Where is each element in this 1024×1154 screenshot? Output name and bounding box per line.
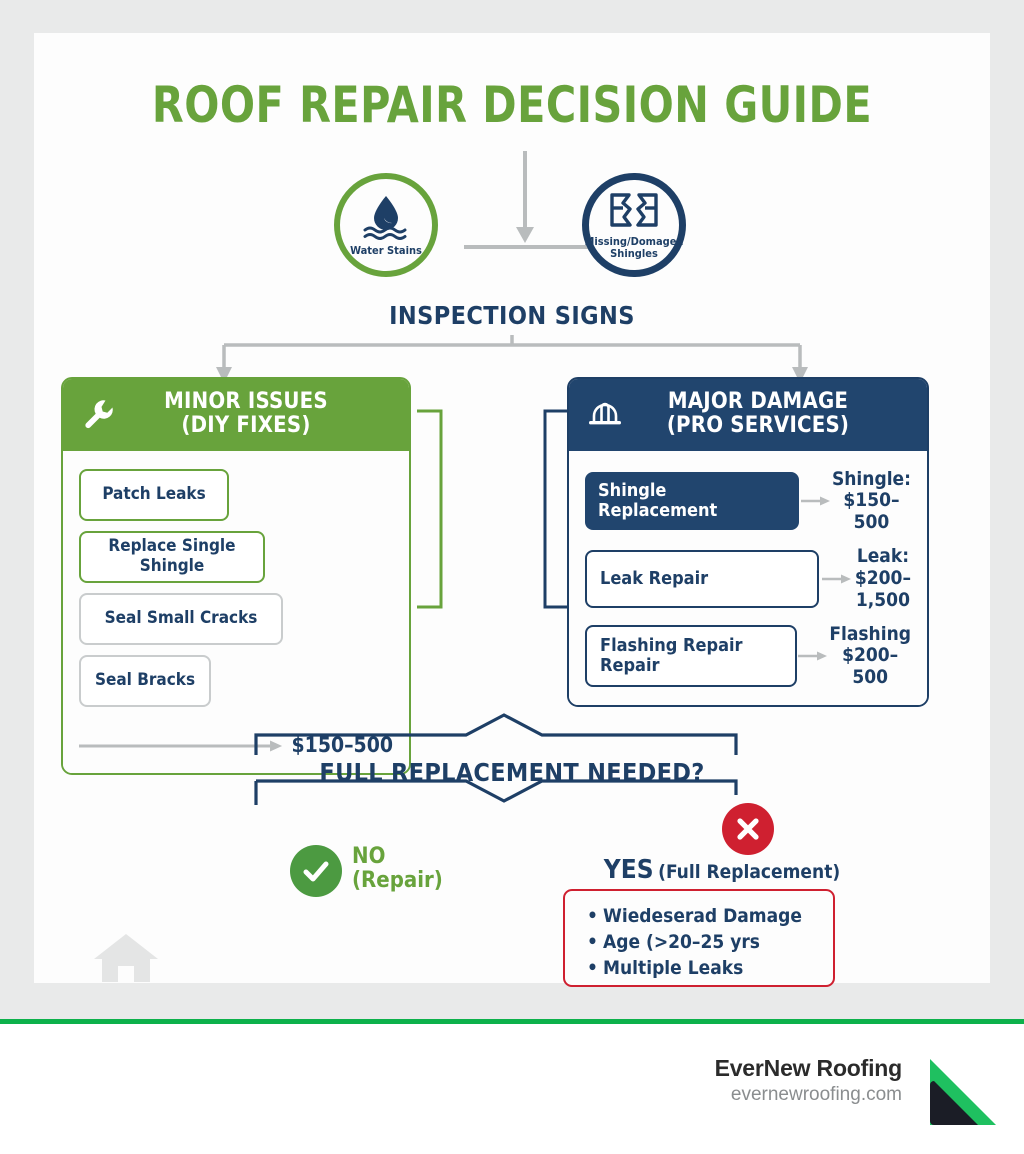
major-damage-column — [567, 377, 929, 707]
service-row-leak-repair — [585, 546, 911, 612]
service-label-flashing-repair[interactable]: Flashing Repair Repair — [585, 625, 797, 687]
x-icon — [734, 815, 762, 843]
home-icon — [93, 932, 159, 984]
no-answer-badge — [290, 845, 342, 897]
service-price-flashing: Flashing $200–500 — [829, 622, 911, 689]
list-item: • Age (>20–25 yrs — [587, 929, 823, 955]
service-price-leak: Leak: $200–1,500 — [854, 545, 911, 611]
major-damage-header — [569, 379, 927, 451]
criteria-list — [587, 903, 823, 982]
row-arrow-icon — [799, 495, 832, 507]
minor-cost-value: $150–500 — [291, 732, 393, 757]
row-arrow-icon — [797, 650, 829, 662]
yes-answer-label: YES (Full Replacement) — [603, 855, 841, 885]
brand-url[interactable]: evernewroofing.com — [730, 1084, 902, 1105]
chip-seal-small-cracks[interactable]: Seal Small Cracks — [79, 593, 283, 645]
row-arrow-icon — [819, 573, 855, 585]
wrench-icon — [77, 397, 121, 431]
inspection-signs-row — [34, 173, 990, 293]
chip-replace-single-shingle[interactable]: Replace Single Shingle — [79, 531, 265, 583]
chip-patch-leaks[interactable]: Patch Leaks — [79, 469, 229, 521]
major-damage-title: MAJOR DAMAGE (PRO SERVICES) — [666, 389, 850, 438]
water-drop-icon — [357, 194, 415, 242]
inspection-signs-label: INSPECTION SIGNS — [389, 301, 635, 330]
minor-issues-header — [63, 379, 409, 451]
service-label-leak-repair[interactable]: Leak Repair — [585, 550, 819, 608]
brand-name: EverNew Roofing — [714, 1055, 902, 1081]
service-price-shingle: Shingle: $150–500 — [831, 467, 911, 534]
top-down-arrow-icon — [513, 151, 537, 247]
yes-answer-badge — [722, 803, 774, 855]
minor-issues-chip-grid — [79, 469, 393, 707]
page-title: ROOF REPAIR DECISION GUIDE — [151, 76, 873, 134]
sign-label: Water Stains — [350, 243, 422, 257]
sign-badge-water-stains — [334, 173, 438, 277]
check-icon — [301, 856, 331, 886]
chip-seal-bracks[interactable]: Seal Bracks — [79, 655, 211, 707]
major-damage-body — [569, 451, 927, 706]
signs-connector-line — [464, 245, 592, 249]
sign-label: Missing/Domaged Shingles — [584, 234, 684, 260]
decision-question: FULL REPLACEMENT NEEDED? — [319, 758, 705, 787]
no-answer-label: NO (Repair) — [352, 844, 443, 894]
infographic-card — [34, 33, 990, 983]
sign-badge-missing-shingles — [582, 173, 686, 277]
service-row-shingle-replacement — [585, 469, 911, 535]
green-bracket-decoration — [415, 409, 447, 609]
cracked-shingle-icon — [609, 191, 659, 233]
evernew-triangle-logo — [924, 1055, 1000, 1129]
list-item: • Wiedeserad Damage — [587, 903, 823, 929]
service-row-flashing-repair — [585, 624, 911, 690]
full-replacement-criteria-box — [563, 889, 835, 987]
service-label-shingle-replacement[interactable]: Shingle Replacement — [585, 472, 799, 530]
major-damage-panel — [567, 377, 929, 707]
minor-issues-title: MINOR ISSUES (DIY FIXES) — [164, 389, 328, 438]
hard-hat-icon — [583, 399, 627, 429]
brand-block — [715, 1055, 902, 1106]
list-item: • Multiple Leaks — [587, 955, 823, 981]
